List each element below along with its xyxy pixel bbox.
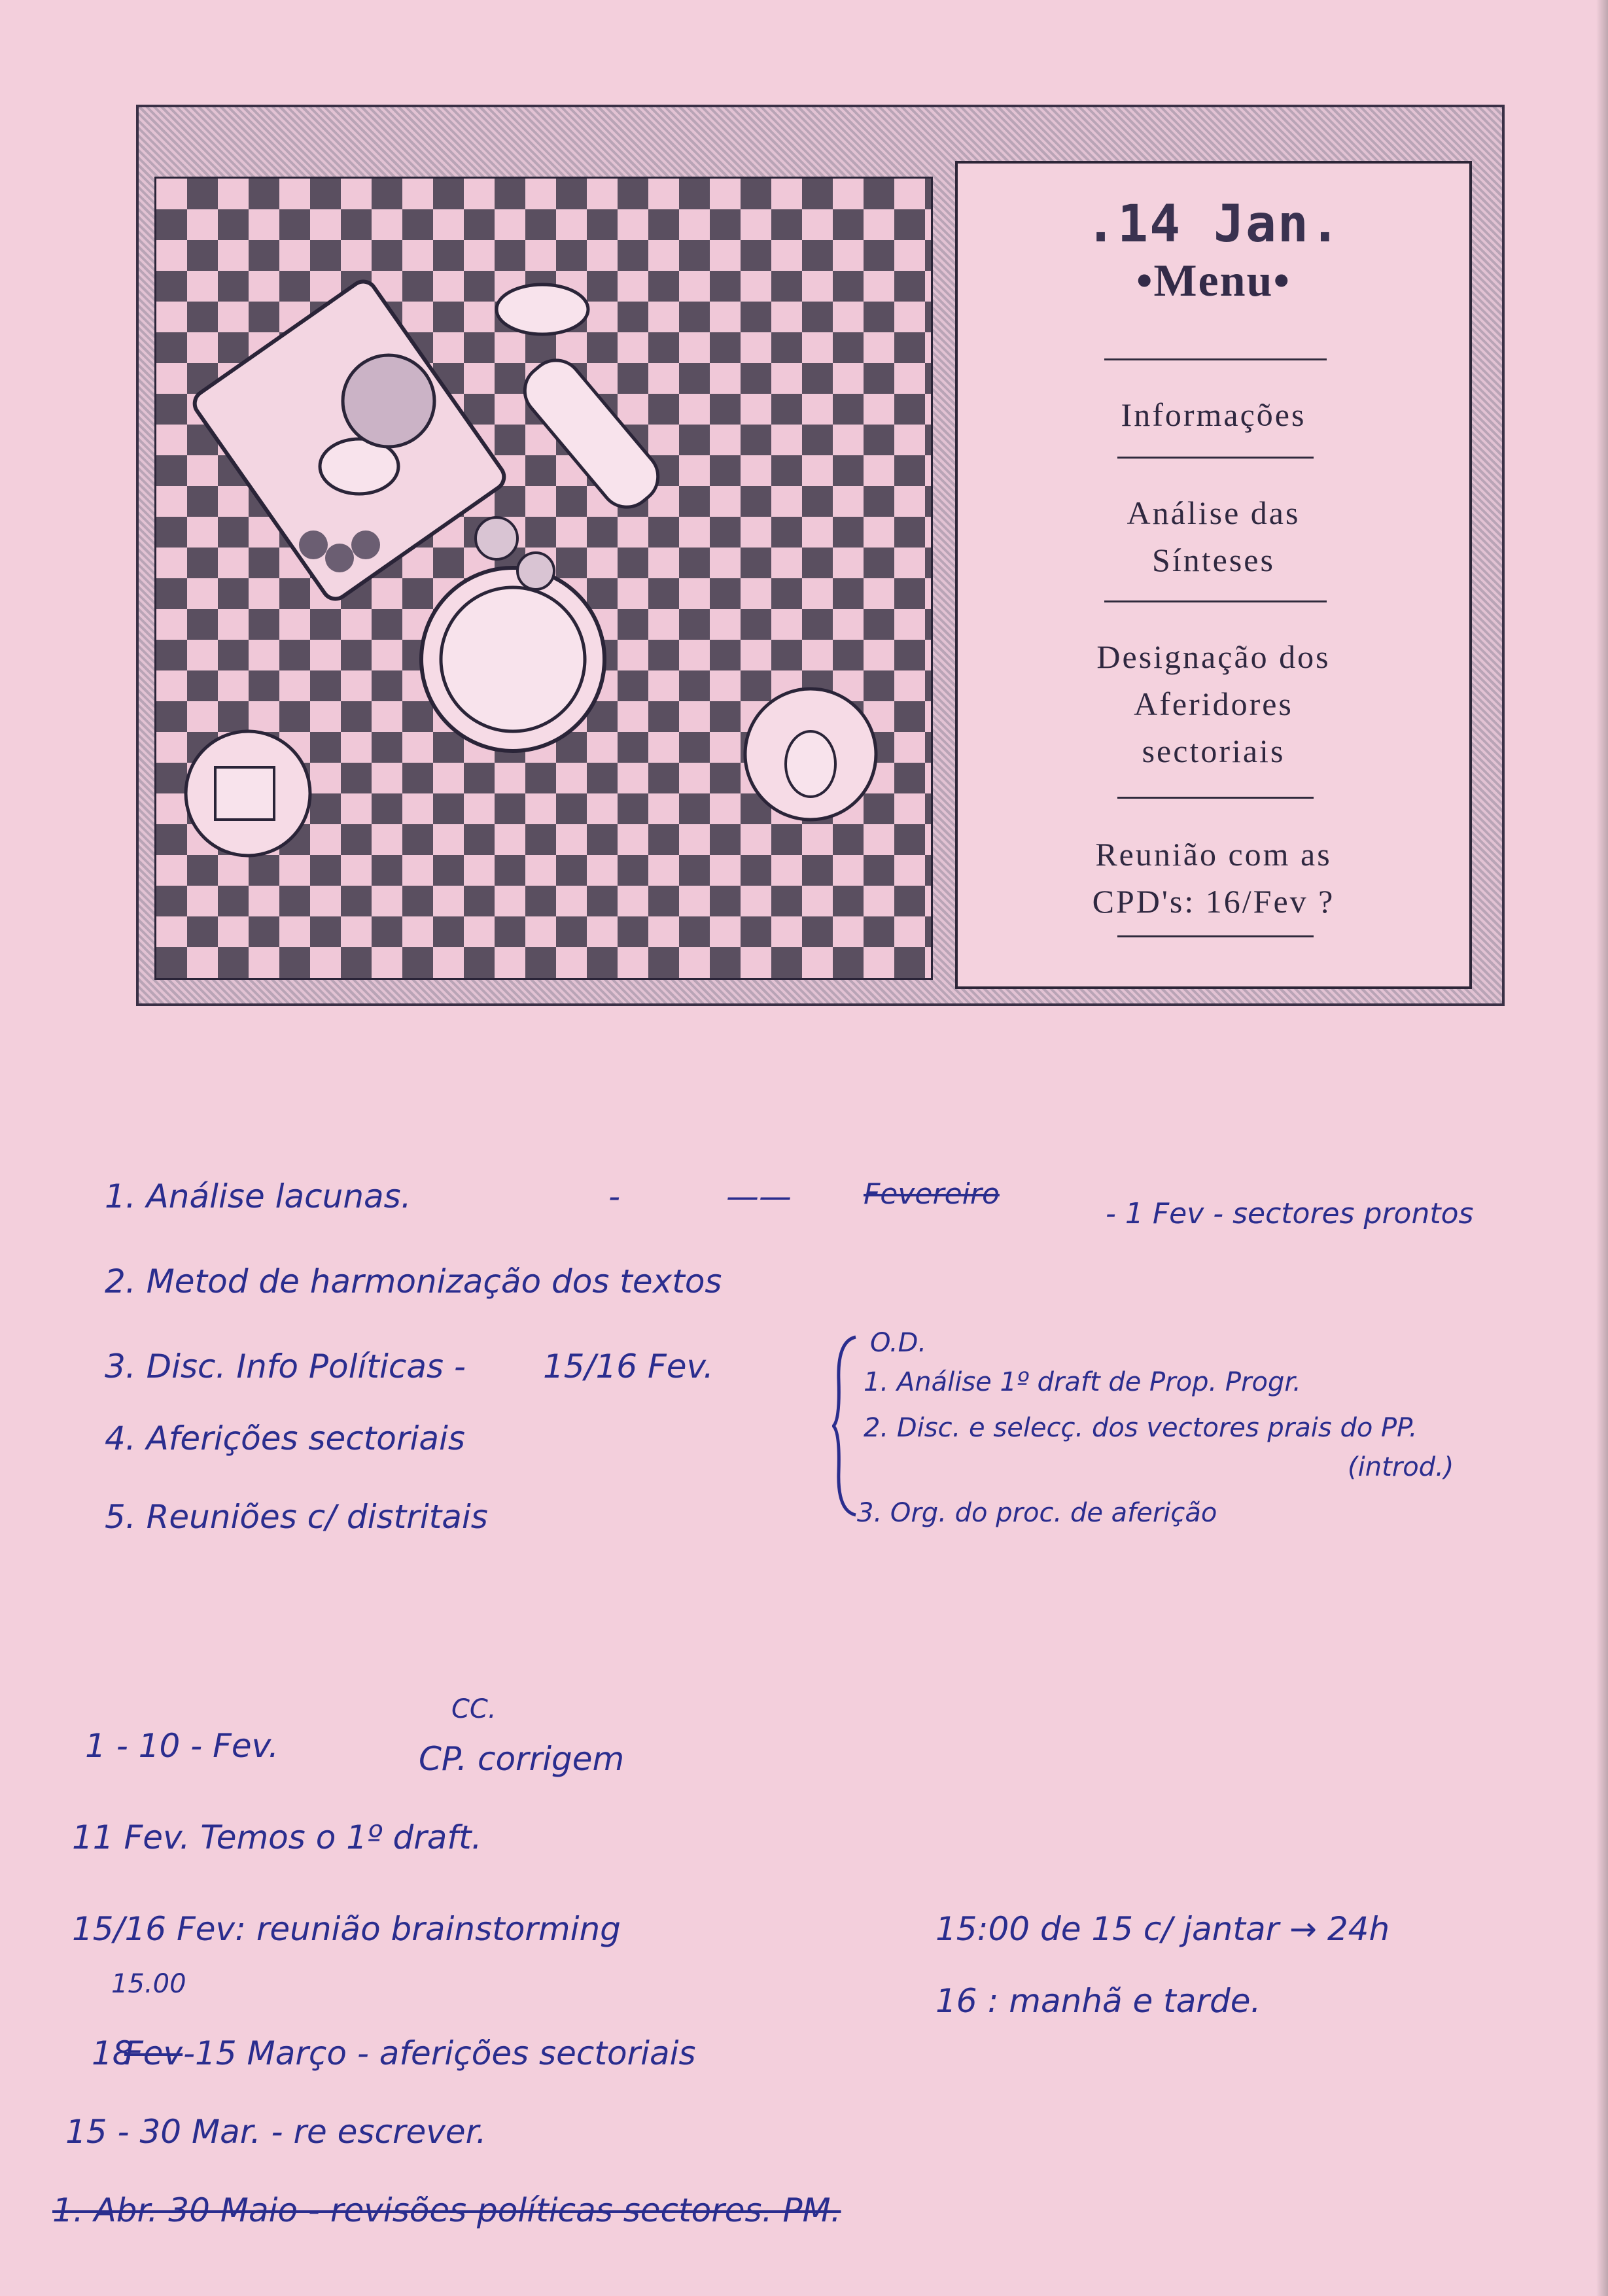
od-heading: O.D. [870, 1328, 927, 1358]
menu-item: Informações [1121, 396, 1306, 433]
schedule-line: 11 Fev. Temos o 1º draft. [72, 1818, 482, 1856]
schedule-line: CP. corrigem [419, 1740, 625, 1778]
time-note: 16 : manhã e tarde. [935, 1982, 1261, 2020]
menu-item: Análise das [1127, 495, 1301, 531]
menu-card [955, 161, 1472, 989]
od-item: 1. Análise 1º draft de Prop. Progr. [864, 1367, 1301, 1397]
picnic-illustration [154, 177, 933, 980]
od-item: 2. Disc. e selecç. dos vectores prais do PP. [864, 1413, 1418, 1443]
dash: —— [726, 1177, 792, 1215]
divider [1104, 600, 1327, 602]
time-note: 15:00 de 15 c/ jantar → 24h [935, 1910, 1390, 1948]
schedule-line: 1. Abr. 30 Maio - revisões políticas sectores. PM. [52, 2191, 841, 2229]
pear [786, 731, 835, 797]
grape [351, 531, 380, 559]
struck-text: Fevereiro [864, 1177, 1000, 1211]
grape [299, 531, 328, 559]
od-item: 3. Org. do proc. de aferição [857, 1498, 1217, 1528]
cake-slice [215, 767, 274, 820]
menu-item: sectoriais [1142, 733, 1285, 769]
apple [517, 553, 554, 589]
schedule-line: 1 - 10 - Fev. [85, 1727, 279, 1765]
menu-title: •Menu• [1136, 256, 1291, 306]
schedule-time: 15.00 [111, 1969, 186, 1999]
menu-item: Designação dos [1096, 638, 1331, 675]
cc-label: CC. [451, 1694, 497, 1724]
grape [325, 544, 354, 572]
brace [832, 1334, 858, 1518]
od-item-note: (introd.) [1348, 1452, 1454, 1482]
schedule-line: 18 [92, 2034, 133, 2072]
bread [514, 349, 669, 517]
schedule-line: 15 - 30 Mar. - re escrever. [65, 2113, 487, 2151]
agenda-line: 4. Aferições sectoriais [105, 1419, 465, 1457]
agenda-date: 15/16 Fev. [543, 1348, 714, 1385]
agenda-line: 2. Metod de harmonização dos textos [105, 1262, 722, 1300]
menu-item: Reunião com as [1095, 836, 1332, 873]
menu-item: Aferidores [1134, 686, 1293, 722]
agenda-line: 5. Reuniões c/ distritais [105, 1498, 488, 1536]
menu-item: CPD's: 16/Fev ? [1092, 883, 1335, 920]
pie [441, 587, 585, 731]
schedule-line: -15 Março - aferições sectoriais [183, 2034, 696, 2072]
divider [1117, 457, 1314, 459]
agenda-line: 3. Disc. Info Políticas - [105, 1348, 466, 1385]
fruit-bowl [343, 355, 434, 447]
divider [1104, 358, 1327, 360]
butter-dish [497, 285, 588, 334]
menu-date: .14 Jan. [1085, 195, 1342, 254]
apple [476, 517, 517, 559]
schedule-line: 15/16 Fev: reunião brainstorming [72, 1910, 621, 1948]
agenda-note: - 1 Fev - sectores prontos [1106, 1197, 1474, 1230]
struck-text: Fev [124, 2034, 183, 2072]
divider [1117, 935, 1314, 937]
divider [1117, 797, 1314, 799]
menu-item: Sínteses [1152, 542, 1275, 578]
agenda-line: 1. Análise lacunas. [105, 1177, 411, 1215]
paper-edge [1596, 0, 1608, 2296]
dash: - [608, 1177, 621, 1215]
